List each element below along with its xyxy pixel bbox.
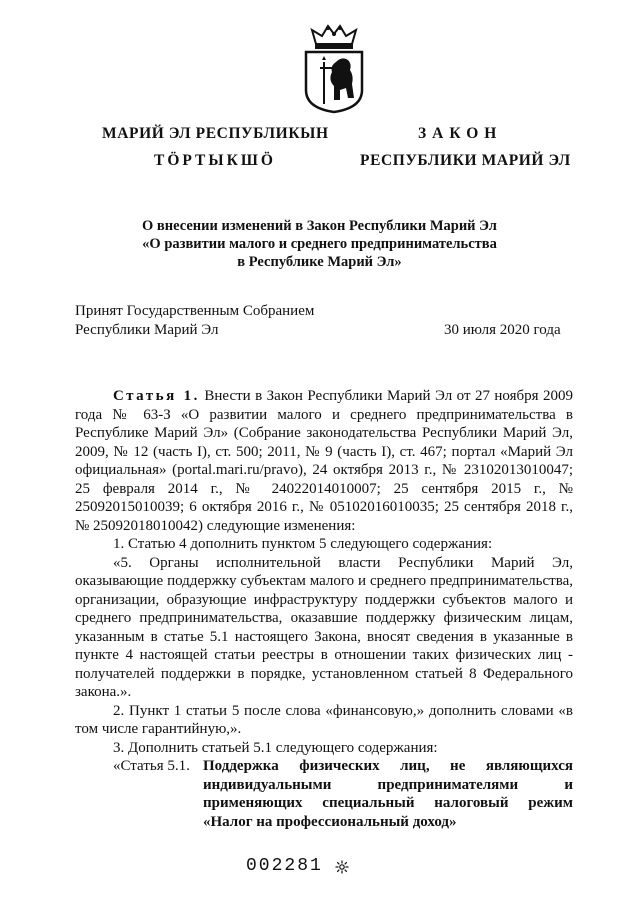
item2: 2. Пункт 1 статьи 5 после слова «финансовую,» дополнить словами «в том числе гарантийную,». — [75, 702, 573, 737]
article1-text: Внести в Закон Республики Марий Эл от 27 ноября 2009 года № 63-З «О развитии малого и среднего предпринимательства в Республике Марий Эл» (Собрание законодательства Республики Марий Эл, 2009, № 12 (часть I), ст. 500; 2011, № 9 (часть I), ст. 467; портал «Марий Эл официальная» (portal.mari.ru/pravo), 24 октября 2013 г., № 23102013010047; 25 февраля 2014 г., № 24022014010007; 25 сентября 2015 г., № 25092015010039; 6 октября 2016 г., № 05102016010035; 25 сентября 2018 г., № 25092018010042) следующие изменения: — [75, 388, 574, 534]
serial-number: 002281 — [246, 856, 323, 876]
asterisk-stamp-icon — [335, 860, 349, 874]
article51-title: Поддержка физических лиц, не являющихся индивидуальными предпринимателями и применяющих специальный налоговый режим «Налог на профессиональный доход» — [203, 758, 573, 830]
article51-label: «Статья 5.1. — [113, 758, 190, 774]
document-body — [75, 387, 573, 831]
item3: 3. Дополнить статьей 5.1 следующего содержания: — [113, 739, 438, 756]
header-left-line2: ТӦРТЫКШӦ — [154, 152, 276, 169]
item1: 1. Статью 4 дополнить пунктом 5 следующего содержания: — [113, 536, 493, 552]
adoption-line1: Принят Государственным Собранием — [75, 303, 315, 319]
article51-heading — [113, 757, 573, 831]
article1-label: Статья 1. — [113, 388, 200, 404]
article1-paragraph — [75, 387, 573, 535]
item1-quote: «5. Органы исполнительной власти Республики Марий Эл, оказывающие поддержку субъектам малого и среднего предпринимательства, организации, образующие инфраструктуру поддержки субъектов малого и среднего предпринимательства, оказавшие поддержку физическим лицам, указанным в статье 5.1 настоящего Закона, вносят сведения в указанные в пункте 4 настоящей статьи реестры в отношении таких физических лиц - получателей поддержки в порядке, установленном статьей 8 Федерального закона.». — [75, 554, 573, 700]
mari-el-coat-of-arms-icon — [298, 22, 370, 114]
law-title-line1: О внесении изменений в Закон Республики Марий Эл — [142, 218, 497, 234]
law-title-line2: «О развитии малого и среднего предпринимательства — [142, 236, 497, 252]
law-title — [0, 217, 639, 271]
law-title-line3: в Республике Марий Эл» — [237, 254, 402, 270]
header-right-line1: ЗАКОН — [418, 125, 503, 142]
header-right-line2: РЕСПУБЛИКИ МАРИЙ ЭЛ — [360, 152, 571, 169]
adoption-date: 30 июля 2020 года — [444, 322, 561, 338]
header-left-line1: МАРИЙ ЭЛ РЕСПУБЛИКЫН — [102, 125, 329, 142]
adoption-line2: Республики Марий Эл — [75, 322, 219, 338]
